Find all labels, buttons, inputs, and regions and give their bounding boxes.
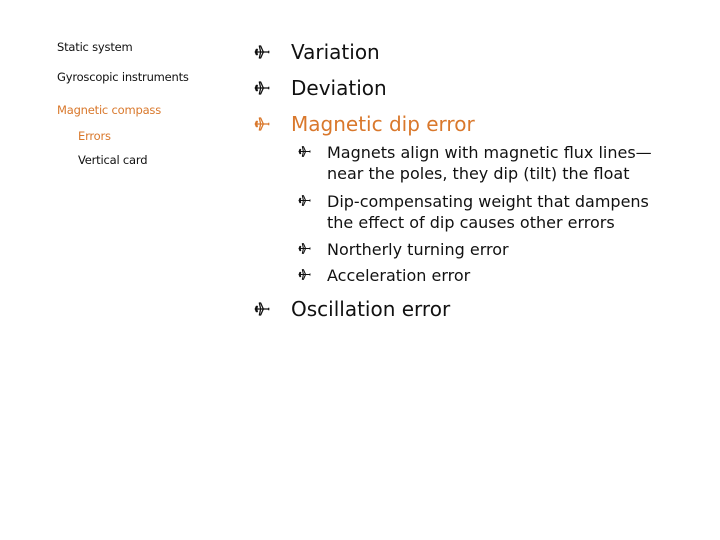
bullet-variation xyxy=(254,40,694,64)
sub-bullet-text: Dip-compensating weight that dampens the effect of dip causes other errors xyxy=(327,192,649,232)
bullet-oscillation-error xyxy=(254,297,694,321)
sub-bullet-acceleration-error xyxy=(298,265,668,286)
airplane-icon xyxy=(254,112,291,132)
airplane-icon xyxy=(298,142,327,158)
nav-item-vertical-card[interactable]: Vertical card xyxy=(78,153,148,167)
airplane-icon xyxy=(254,40,291,60)
nav-item-magnetic-compass[interactable]: Magnetic compass xyxy=(57,103,162,117)
bullet-text: Oscillation error xyxy=(291,297,451,321)
bullet-text: Magnetic dip error xyxy=(291,112,475,136)
bullet-magnetic-dip-error xyxy=(254,112,694,136)
bullet-text: Deviation xyxy=(291,76,387,100)
sub-bullet-text: Northerly turning error xyxy=(327,240,509,259)
bullet-text: Variation xyxy=(291,40,380,64)
airplane-icon xyxy=(298,191,327,207)
sub-bullet-text: Acceleration error xyxy=(327,266,471,285)
airplane-icon xyxy=(254,297,291,317)
bullet-deviation xyxy=(254,76,694,100)
airplane-icon xyxy=(298,265,327,281)
airplane-icon xyxy=(298,239,327,255)
nav-item-gyroscopic-instruments[interactable]: Gyroscopic instruments xyxy=(57,70,189,84)
sub-bullet-dip-compensating-weight xyxy=(298,191,668,233)
sub-bullet-text: Magnets align with magnetic flux lines—near the poles, they dip (tilt) the float xyxy=(327,143,652,183)
sub-bullet-northerly-turning-error xyxy=(298,239,668,260)
nav-item-static-system[interactable]: Static system xyxy=(57,40,133,54)
airplane-icon xyxy=(254,76,291,96)
nav-item-errors[interactable]: Errors xyxy=(78,129,111,143)
sub-bullet-flux-lines xyxy=(298,142,668,184)
